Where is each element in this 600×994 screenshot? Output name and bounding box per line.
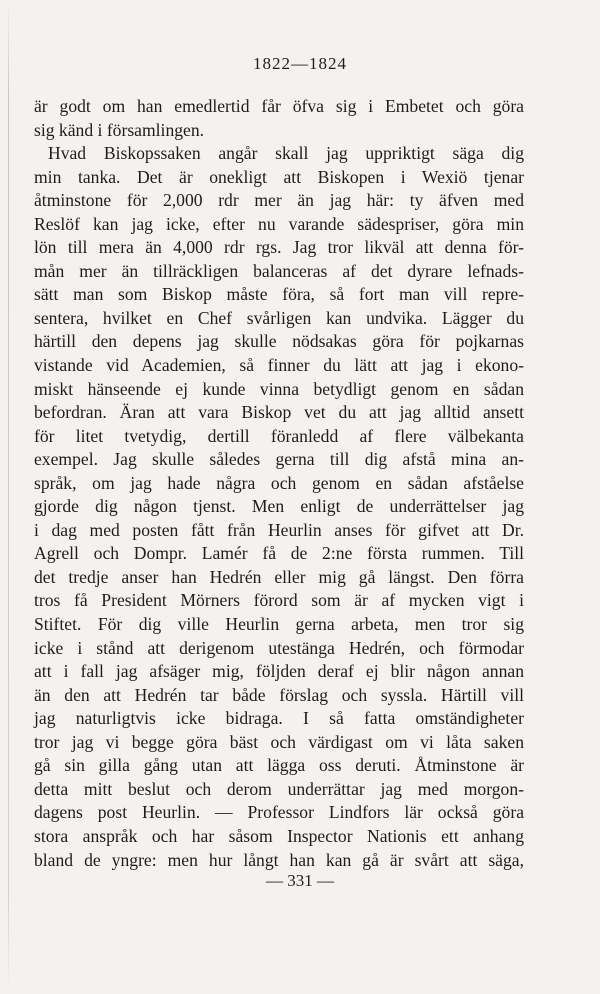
text-line: vistande vid Academien, så finner du lätt att jag i ekono- <box>34 355 524 376</box>
text-line: sentera, hvilket en Chef svårligen kan undvika. Lägger du <box>34 307 524 328</box>
text-line: exempel. Jag skulle således gerna till dig afstå mina an- <box>34 449 524 470</box>
text-line: språk, om jag hade några och genom en sådan afståelse <box>34 472 524 493</box>
text-line: sig känd i församlingen. <box>34 119 205 140</box>
text-line: min tanka. Det är onekligt att Biskopen i Wexiö tjenar <box>34 166 524 187</box>
text-line: jag naturligtvis icke bidraga. I så fatta omständigheter <box>34 708 524 729</box>
text-line: att i fall jag afsäger mig, följden deraf ej blir någon annan <box>34 661 524 682</box>
text-line: det tredje anser han Hedrén eller mig gå längst. Den förra <box>34 566 524 587</box>
running-head: 1822—1824 <box>253 54 347 73</box>
text-line: mån mer än tillräckligen balanceras af det dyrare lefnads- <box>34 260 524 281</box>
text-line: Stiftet. För dig ville Heurlin gerna arbeta, men tror sig <box>34 614 524 635</box>
text-line: miskt hänseende ej kunde vinna betydligt genom en sådan <box>34 378 524 399</box>
text-line: Reslöf kan jag icke, efter nu varande sädespriser, göra min <box>34 213 524 234</box>
text-line: tros få President Mörners förord som är af mycken vigt i <box>34 590 524 611</box>
text-line: gjorde dig någon tjenst. Men enligt de underrättelser jag <box>34 496 524 517</box>
text-line: detta mitt beslut och derom underrättar jag med morgon- <box>34 778 524 799</box>
text-line: sätt man som Biskop måste föra, så fort man vill repre- <box>34 284 524 305</box>
text-line: tror jag vi begge göra bäst och värdigast om vi låta saken <box>34 731 524 752</box>
text-line: i dag med posten fått från Heurlin anses för gifvet att Dr. <box>34 519 524 540</box>
text-line: icke i stånd att derigenom utestänga Hedrén, och förmodar <box>34 637 524 658</box>
text-line: gå sin gilla gång utan att lägga oss deruti. Åtminstone är <box>34 755 524 776</box>
text-line: är godt om han emedlertid får öfva sig i Embetet och göra <box>34 96 524 116</box>
text-line: bland de yngre: men hur långt han kan gå är svårt att säga, <box>34 849 524 870</box>
text-line: åtminstone för 2,000 rdr mer än jag här: ty äfven med <box>34 190 524 211</box>
page-number: — 331 — <box>266 871 334 890</box>
body-text <box>34 95 524 872</box>
text-line: för litet tvetydig, dertill föranledd af flere välbekanta <box>34 425 524 446</box>
text-line: lön till mera än 4,000 rdr rgs. Jag tror likväl att denna för- <box>34 237 524 258</box>
text-line: Agrell och Dompr. Lamér få de 2:ne första rummen. Till <box>34 543 524 564</box>
text-line: befordran. Äran att vara Biskop vet du att jag alltid ansett <box>34 402 524 423</box>
text-line: dagens post Heurlin. — Professor Lindfors lär också göra <box>34 802 524 823</box>
page-gutter-edge <box>8 0 9 994</box>
text-line: stora anspråk och har såsom Inspector Nationis ett anhang <box>34 825 524 846</box>
text-line: härtill den depens jag skulle nödsakas göra för pojkarnas <box>34 331 524 352</box>
text-line: Hvad Biskopssaken angår skall jag uppriktigt säga dig <box>48 143 524 164</box>
text-line: än den att Hedrén tar både förslag och syssla. Härtill vill <box>34 684 524 705</box>
